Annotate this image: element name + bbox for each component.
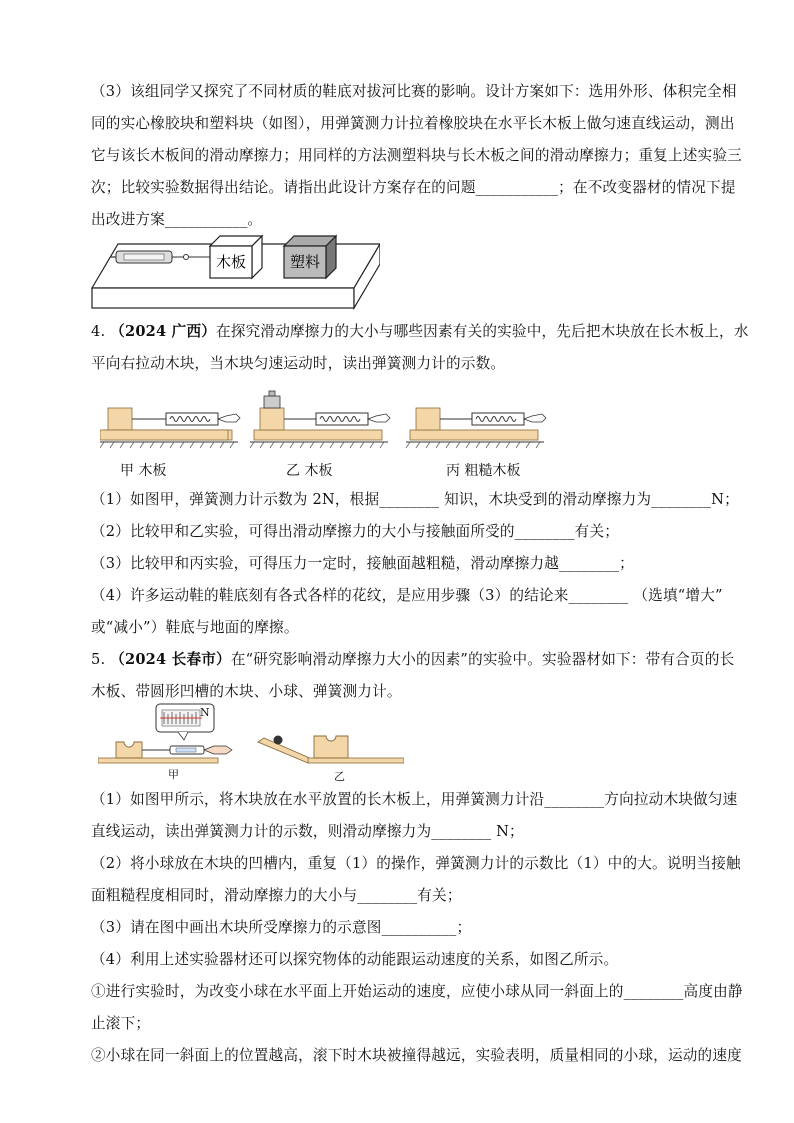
q5-sub-3: （3）请在图中画出木块所受摩擦力的示意图__________； [91, 919, 472, 936]
q4-source: （2024 广西） [110, 323, 217, 340]
q5-figure-yi [254, 730, 404, 766]
q5-sub-1a: （1）如图甲所示，将木块放在水平放置的长木板上，用弹簧测力计沿________方向拉动木块做匀速 [91, 791, 738, 808]
q5-number: 5. [91, 651, 106, 668]
q5-sub-4-1b: 止滚下； [91, 1015, 151, 1032]
plastic-block [284, 236, 336, 278]
q4-sub-4b: 或“减小”）鞋底与地面的摩擦。 [91, 619, 299, 636]
q5-sub-4-2: ②小球在同一斜面上的位置越高，滚下时木块被撞得越远，实验表明，质量相同的小球，运动的速度 [91, 1047, 742, 1064]
q5-gauge-unit: N [200, 706, 210, 719]
q4-line-2: 平向右拉动木块，当木块匀速运动时，读出弹簧测力计的示数。 [91, 355, 506, 372]
q5-line-1 [91, 650, 734, 670]
q5-sub-4-1a: ①进行实验时，为改变小球在水平面上开始运动的速度，应使小球从同一斜面上的________高度由静 [91, 983, 743, 1000]
q4-figure-row [100, 388, 700, 460]
q5-line-2: 木板、带圆形凹槽的木块、小球、弹簧测力计。 [91, 683, 402, 700]
q3-line-1: （3）该组同学又探究了不同材质的鞋底对拔河比赛的影响。设计方案如下：选用外形、体积完全相 [91, 83, 737, 100]
q4-caption-bing: 丙 粗糙木板 [446, 463, 521, 479]
q4-line-1 [91, 322, 749, 342]
q3-line-3: 它与该长木板间的滑动摩擦力；用同样的方法测塑料块与长木板之间的滑动摩擦力；重复上述实验三 [91, 147, 742, 164]
q4-caption-yi: 乙 木板 [286, 463, 333, 479]
panel-bing [406, 408, 546, 448]
q4-sub-4a: （4）许多运动鞋的鞋底刻有各式各样的花纹，是应用步骤（3）的结论来________ （选填“增大” [91, 587, 723, 604]
q5-sub-4: （4）利用上述实验器材还可以探究物体的动能跟运动速度的关系，如图乙所示。 [91, 951, 619, 968]
q4-sub-3: （3）比较甲和丙实验，可得压力一定时，接触面越粗糙，滑动摩擦力越________； [91, 555, 634, 572]
q5-stem-1: 在“研究影响滑动摩擦力大小的因素”的实验中。实验器材如下：带有合页的长 [230, 651, 735, 668]
q3-figure-board-blocks [90, 234, 380, 314]
q5-sub-2a: （2）将小球放在木块的凹槽内，重复（1）的操作，弹簧测力计的示数比（1）中的大。说明当接触 [91, 855, 741, 872]
q5-figure-jia [98, 702, 238, 766]
q5-source: （2024 长春市） [110, 651, 231, 668]
q3-line-2: 同的实心橡胶块和塑料块（如图），用弹簧测力计拉着橡胶块在水平长木板上做匀速直线运动，测出 [91, 115, 735, 132]
q3-line-4: 次；比较实验数据得出结论。请指出此设计方案存在的问题___________；在不改变器材的情况下提 [91, 179, 736, 196]
q4-stem-1: 在探究滑动摩擦力的大小与哪些因素有关的实验中，先后把木块放在长木板上，水 [216, 323, 749, 340]
q4-sub-2: （2）比较甲和乙实验，可得出滑动摩擦力的大小与接触面所受的________有关； [91, 523, 620, 540]
q4-sub-1: （1）如图甲，弹簧测力计示数为 2N，根据________ 知识，木块受到的滑动摩擦力为________N； [91, 491, 739, 508]
q4-number: 4. [91, 323, 106, 340]
block-label-wood: 木板 [215, 253, 247, 271]
q5-caption-yi: 乙 [334, 770, 345, 783]
block-label-plastic: 塑料 [289, 253, 321, 271]
q4-caption-jia: 甲 木板 [120, 463, 167, 479]
q3-line-5: 出改进方案___________。 [91, 211, 263, 228]
panel-jia [100, 408, 240, 448]
q5-caption-jia: 甲 [168, 768, 179, 781]
wood-block [210, 236, 262, 278]
q5-sub-2b: 面粗糙程度相同时，滑动摩擦力的大小与________有关； [91, 887, 462, 904]
q5-sub-1b: 直线运动，读出弹簧测力计的示数，则滑动摩擦力为________ N； [91, 823, 524, 840]
